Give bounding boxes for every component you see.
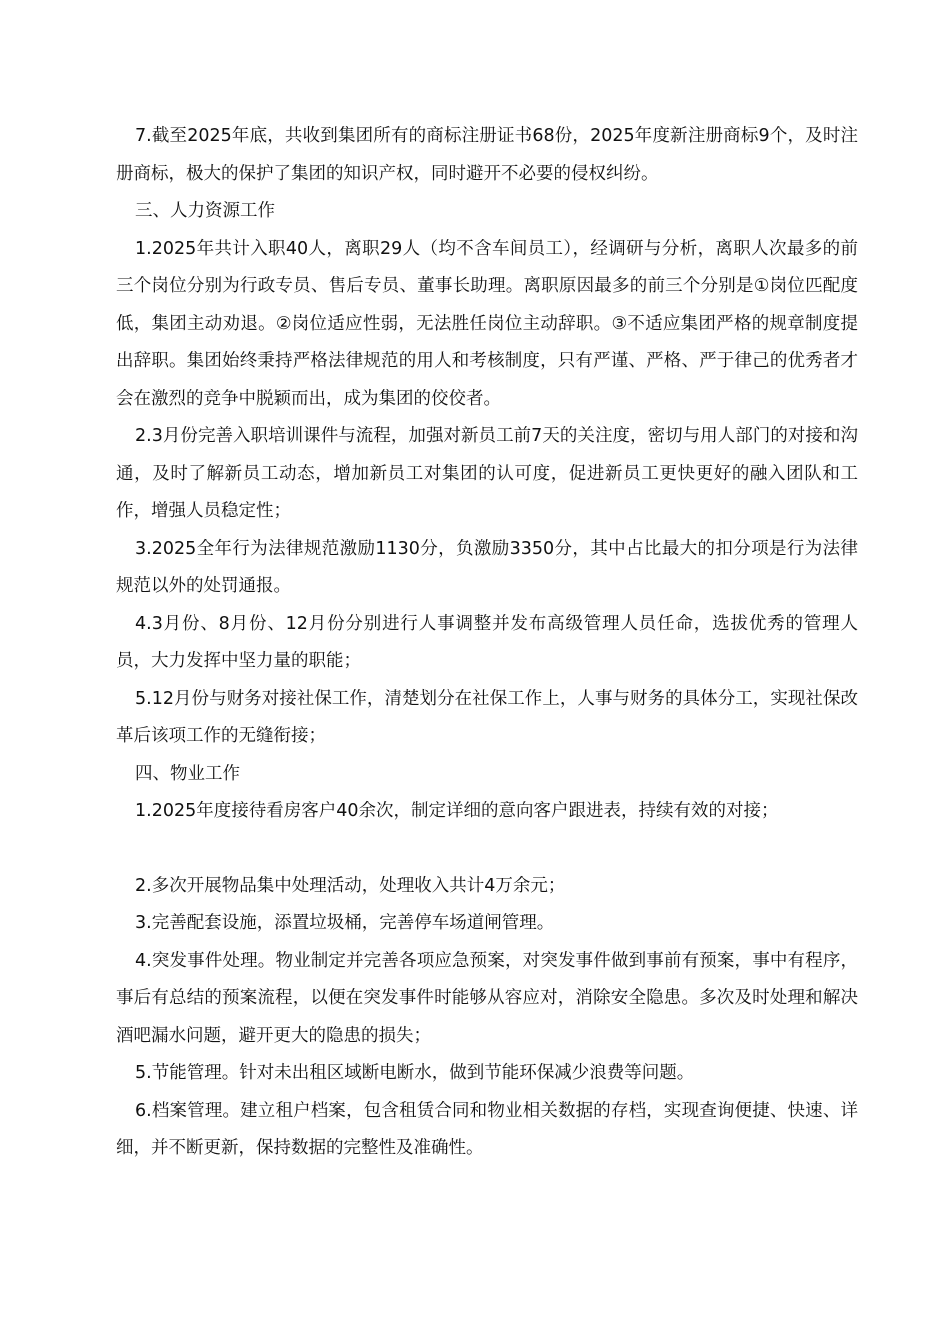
paragraph-trademark-7: 7.截至2025年底，共收到集团所有的商标注册证书68份，2025年度新注册商标9个，及时注册商标，极大的保护了集团的知识产权，同时避开不必要的侵权纠纷。 [116, 126, 858, 184]
section-heading-property: 四、物业工作 [135, 763, 240, 784]
paragraph-hr-3: 3.2025全年行为法律规范激励1130分，负激励3350分，其中占比最大的扣分项是行为法律规范以外的处罚通报。 [116, 538, 858, 596]
paragraph-property-3: 3.完善配套设施，添置垃圾桶，完善停车场道闸管理。 [135, 913, 555, 933]
section-heading-hr: 三、人力资源工作 [135, 201, 275, 221]
paragraph-hr-5: 5.12月份与财务对接社保工作，清楚划分在社保工作上，人事与财务的具体分工，实现社保改革后该项工作的无缝衔接； [116, 688, 858, 746]
paragraph-hr-2: 2.3月份完善入职培训课件与流程，加强对新员工前7天的关注度，密切与用人部门的对接和沟通，及时了解新员工动态，增加新员工对集团的认可度，促进新员工更快更好的融入团队和工作，增强人员稳定性； [116, 426, 858, 521]
paragraph-hr-4: 4.3月份、8月份、12月份分别进行人事调整并发布高级管理人员任命，选拔优秀的管理人员，大力发挥中坚力量的职能； [116, 613, 858, 671]
paragraph-property-2: 2.多次开展物品集中处理活动，处理收入共计4万余元； [135, 875, 566, 896]
paragraph-hr-1: 1.2025年共计入职40人，离职29人（均不含车间员工），经调研与分析，离职人次最多的前三个岗位分别为行政专员、售后专员、董事长助理。离职原因最多的前三个分别是①岗位匹配度低，集团主动劝退。②岗位适应性弱，无法胜任岗位主动辞职。③不适应集团严格的规章制度提出辞职。集团始终秉持严格法律规范的用人和考核制度，只有严谨、严格、严于律己的优秀者才会在激烈的竞争中脱颖而出，成为集团的佼佼者。 [116, 238, 858, 409]
paragraph-property-1: 1.2025年度接待看房客户40余次，制定详细的意向客户跟进表，持续有效的对接； [135, 801, 779, 821]
blank-line [116, 831, 858, 868]
paragraph-property-4: 4.突发事件处理。物业制定并完善各项应急预案，对突发事件做到事前有预案，事中有程序，事后有总结的预案流程，以便在突发事件时能够从容应对，消除安全隐患。多次及时处理和解决酒吧漏水问题，避开更大的隐患的损失； [116, 950, 858, 1046]
paragraph-property-5: 5.节能管理。针对未出租区域断电断水，做到节能环保减少浪费等问题。 [135, 1063, 695, 1083]
paragraph-property-6: 6.档案管理。建立租户档案，包含租赁合同和物业相关数据的存档，实现查询便捷、快速、详细，并不断更新，保持数据的完整性及准确性。 [116, 1100, 858, 1158]
